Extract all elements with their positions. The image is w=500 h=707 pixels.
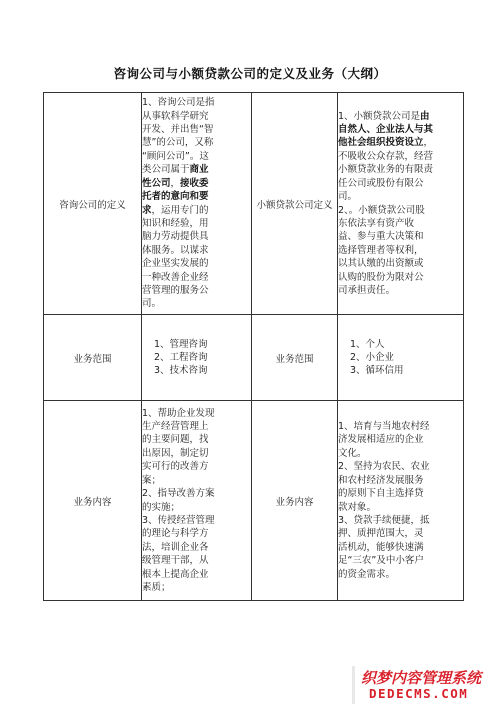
text-line [338,257,463,270]
text-line [142,474,251,487]
scope-item: 2、小企业 [350,352,395,363]
text-run: 知识和经验，用 [142,217,209,229]
text-line [338,487,463,500]
text-run: 的资金需求。 [338,568,396,580]
text-run: 2、指导改善方案 [142,488,215,500]
text-run: 司。 [338,191,358,203]
text-run: 济发展相适应的企业 [338,434,424,446]
text-line [142,501,251,514]
text-run: 类公司属于 [142,164,190,176]
text-line [142,110,251,123]
text-line [142,244,251,257]
text-run: 小额贷款业务的有限责 [338,164,434,176]
text-line [142,433,251,446]
scope-item: 2、工程咨询 [154,352,208,363]
microloan-definition-cell [338,93,464,315]
text-run: 案； [142,474,162,486]
text-run: 企业坚实发展的 [142,258,209,270]
label-microloan-content: 业务内容 [252,401,338,601]
bold-text-run: 托者的意向和要 [142,191,209,203]
text-run: 款对象。 [338,501,377,513]
text-line [142,487,251,500]
bold-text-run: 由 [420,110,430,122]
text-run: 开发、并出售“智 [142,124,214,136]
text-run: 1、帮助企业发现 [142,407,215,419]
text-run: 慧”的公司，又称 [142,137,214,149]
microloan-scope-cell [338,315,464,401]
scope-item: 1、管理咨询 [154,339,208,350]
document-title: 咨询公司与小额贷款公司的定义及业务（大纲） [113,66,387,81]
text-run: 素质； [142,581,171,593]
text-line [142,407,251,420]
text-line [338,177,463,190]
text-line [338,284,463,297]
text-line [142,460,251,473]
text-line [142,447,251,460]
text-run: 一种改善企业经 [142,271,209,283]
text-line [338,150,463,163]
text-line [338,460,463,473]
text-run: 益、参与重大决策和 [338,231,424,243]
text-line [338,163,463,176]
consulting-content-text [142,407,251,595]
text-line [142,514,251,527]
text-line [142,96,251,109]
text-line [338,244,463,257]
text-line [338,204,463,217]
text-line [338,230,463,243]
text-run: ， [170,177,181,189]
label-consulting-scope: 业务范围 [44,315,142,401]
text-run: 足“三农”及中小客户 [338,555,424,567]
text-run: 的实施； [142,501,181,513]
text-run: 认购的股份为限对公 [338,271,424,283]
text-line [142,163,251,176]
text-line [338,271,463,284]
text-run: 1、小额贷款公司是 [338,110,421,122]
consulting-scope-list [142,338,251,377]
bold-text-run: 商业 [189,164,209,176]
text-line [142,297,251,310]
bold-text-run: 接收委 [180,177,209,189]
text-run: 生产经营管理上 [142,421,209,433]
scope-item: 1、个人 [350,339,385,350]
text-line [142,554,251,567]
text-line [338,527,463,540]
text-run: 司。 [142,298,162,310]
bold-text-run: 性公司 [142,177,171,189]
text-line [142,177,251,190]
text-run: 2、。小额贷款公司股 [338,204,425,216]
text-run: 和农村经济发展服务 [338,474,424,486]
table-row-definition [44,93,464,315]
text-line [142,568,251,581]
text-line [338,514,463,527]
text-line [142,136,251,149]
table-row-content [44,401,464,601]
text-line [142,420,251,433]
text-line [338,541,463,554]
text-run: 押、质押范围大，灵 [338,528,424,540]
microloan-content-cell [338,401,464,601]
text-line [142,217,251,230]
table-row-scope [44,315,464,401]
label-microloan-definition: 小额贷款公司定义 [252,93,338,315]
watermark-text-en: DEDECMS.COM [369,686,469,701]
microloan-definition-text [338,110,463,298]
text-run: 实可行的改善方 [142,461,209,473]
text-line [338,420,463,433]
text-line [142,190,251,203]
text-run: 根本上提高企业 [142,568,209,580]
text-line [142,230,251,243]
text-line [338,110,463,123]
text-run: 从事软科学研究 [142,110,209,122]
consulting-scope-cell [142,315,252,401]
text-run: 以其认缴的出资额或 [338,258,424,270]
text-run: “顾问公司”。这 [142,150,209,162]
text-run: 任公司或股份有限公 [338,177,424,189]
text-line [338,501,463,514]
text-run: 3、贷款手续便捷，抵 [338,514,430,526]
text-line [338,474,463,487]
text-run: 1、咨询公司是指 [142,97,215,109]
consulting-definition-cell [142,93,252,315]
text-run: 选择管理者等权利， [338,244,424,256]
text-run: 的原则下自主选择贷 [338,488,424,500]
text-run: 脑力劳动提供具 [142,231,209,243]
text-line [142,284,251,297]
text-line [142,257,251,270]
text-run: 2、坚持为农民、农业 [338,461,430,473]
text-line [338,190,463,203]
text-run: ， [423,137,434,149]
text-line [338,136,463,149]
scope-item: 3、循环信用 [350,365,404,376]
text-run: 级管理干部，从 [142,555,209,567]
scope-item: 3、技术咨询 [154,365,208,376]
label-microloan-scope: 业务范围 [252,315,338,401]
comparison-table [43,92,464,601]
label-consulting-content: 业务内容 [44,401,142,601]
text-line [338,568,463,581]
label-consulting-definition: 咨询公司的定义 [44,93,142,315]
consulting-content-cell [142,401,252,601]
text-run: 的理论与科学方 [142,528,209,540]
text-line [338,123,463,136]
text-run: 法，培训企业各 [142,541,209,553]
text-run: 不吸收公众存款，经营 [338,150,434,162]
watermark-logo [352,666,500,704]
consulting-definition-text [142,96,251,311]
text-run: 体服务。以谋求 [142,244,209,256]
text-line [142,527,251,540]
text-line [142,541,251,554]
text-line [142,271,251,284]
bold-text-run: 他社会组织投资设立 [338,137,424,149]
text-run: 文化。 [338,447,367,459]
text-run: 1、培育与当地农村经 [338,421,430,433]
text-line [142,204,251,217]
bold-text-run: 自然人、企业法人与其 [338,124,434,136]
watermark-text-cn: 织梦内容管理系统 [361,669,482,687]
text-run: 东依法享有资产收 [338,217,415,229]
text-line [142,123,251,136]
text-run: 3、传授经营管理 [142,514,215,526]
text-line [338,217,463,230]
text-line [142,150,251,163]
text-run: 的主要问题，找 [142,434,209,446]
text-line [338,433,463,446]
text-line [142,581,251,594]
text-run: ，运用专门的 [151,204,209,216]
text-run: 营管理的服务公 [142,284,209,296]
text-line [338,554,463,567]
text-line [338,447,463,460]
microloan-scope-list [338,338,463,377]
text-run: 司承担责任。 [338,284,396,296]
bold-text-run: 求 [142,204,152,216]
text-run: 出原因，制定切 [142,447,209,459]
microloan-content-text [338,420,463,581]
text-run: 活机动，能够快速满 [338,541,424,553]
